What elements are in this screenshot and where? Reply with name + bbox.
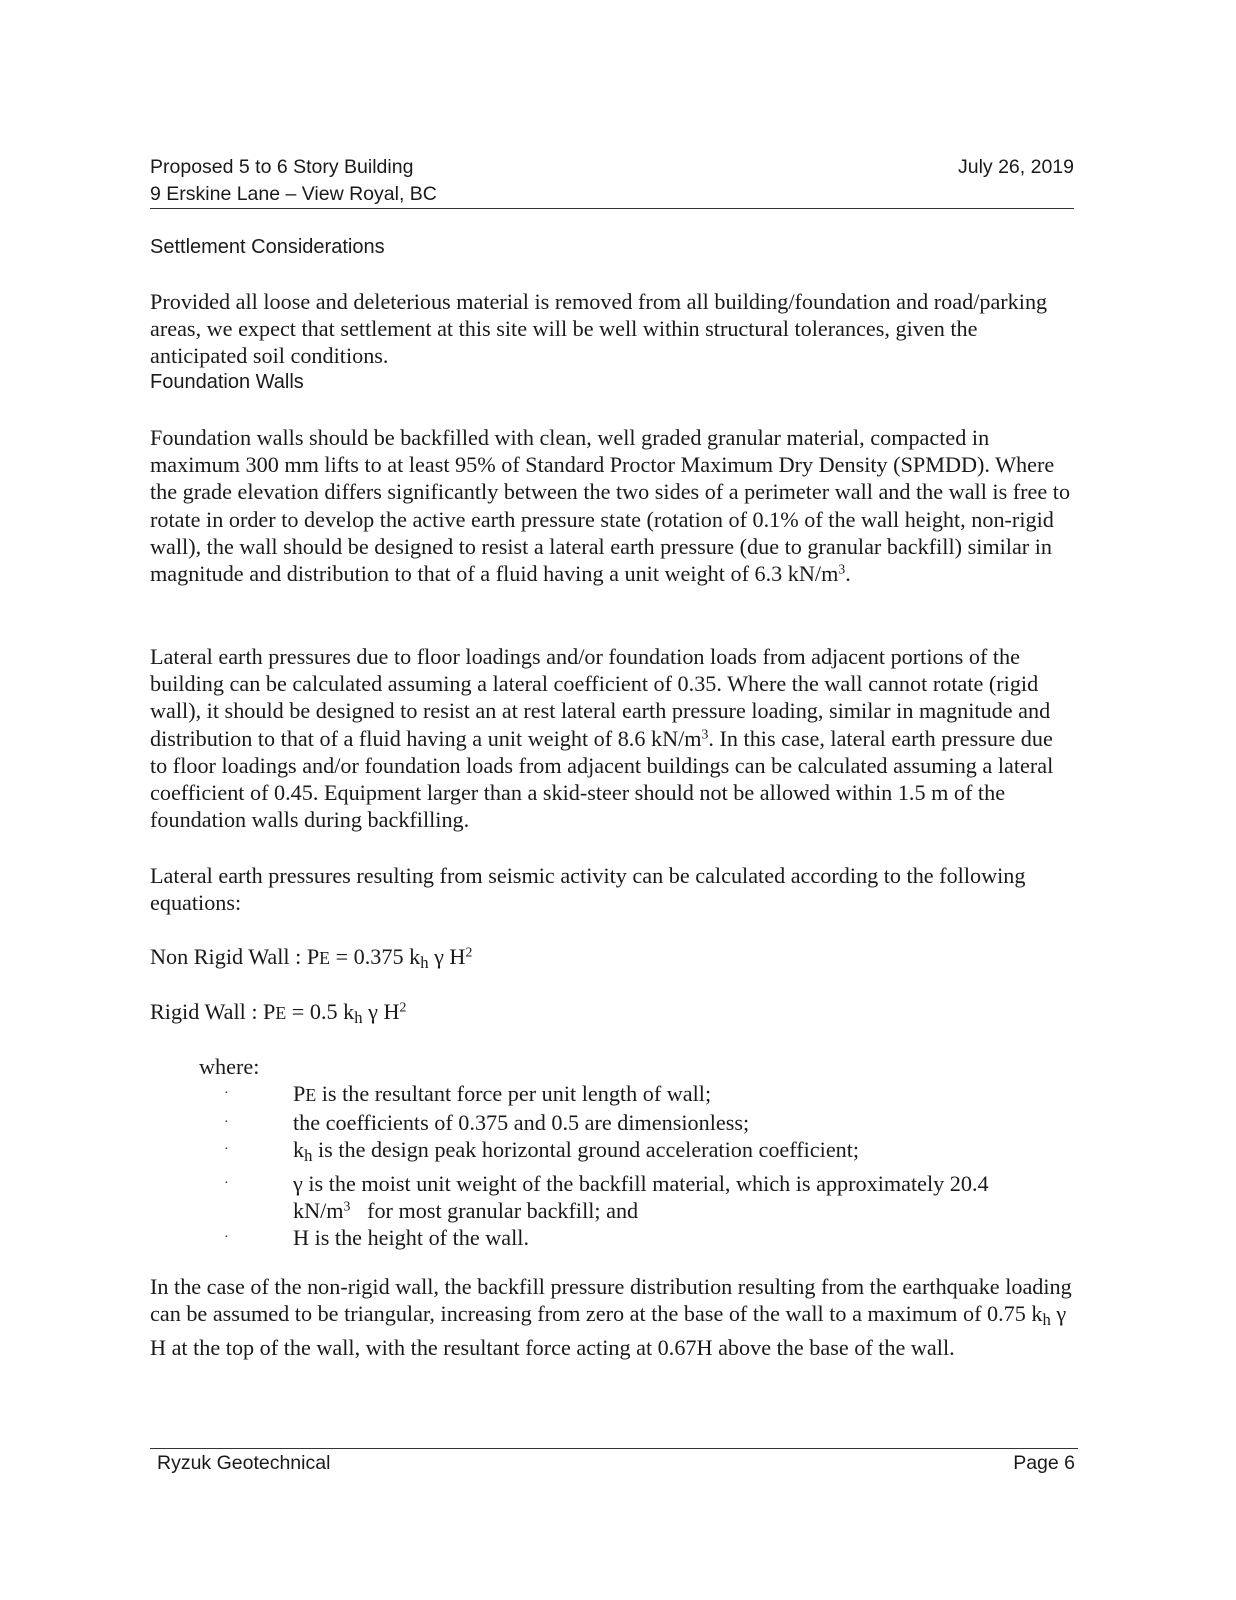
foundation-walls-paragraph-3: Lateral earth pressures resulting from seismic activity can be calculated according to the following equations: [150, 863, 1026, 916]
bullet-icon: · [224, 1230, 229, 1246]
footer-divider [150, 1448, 1078, 1449]
bullet-icon: · [224, 1115, 229, 1131]
bullet-icon: · [224, 1142, 229, 1158]
project-address: 9 Erskine Lane – View Royal, BC [150, 183, 437, 205]
project-title: Proposed 5 to 6 Story Building [150, 156, 414, 178]
list-item: · the coefficients of 0.375 and 0.5 are dimensionless; [224, 1110, 750, 1136]
company-name: Ryzuk Geotechnical [157, 1452, 331, 1474]
settlement-paragraph: Provided all loose and deleterious material is removed from all building/foundation and road/parking areas, we expect that settlement at this site will be well within structural tolerances, given the anticipated soil conditions. [150, 289, 1048, 369]
list-item: · $k_h$ is the design peak horizontal ground acceleration coefficient; [224, 1137, 860, 1166]
report-date: July 26, 2019 [957, 156, 1074, 178]
list-item: · PE is the resultant force per unit length of wall; [224, 1081, 712, 1106]
page-number: Page 6 [1013, 1452, 1075, 1474]
equation-non-rigid-wall: Non Rigid Wall : PE = 0.375 $k_h$ γ $H^2$ [150, 944, 473, 973]
variable-definitions-list [150, 1080, 1074, 1251]
foundation-walls-paragraph-1: Foundation walls should be backfilled with clean, well graded granular material, compacted in maximum 300 mm lifts to at least 95% of Standard Proctor Maximum Dry Density (SPMDD). Where the grade elevation differs significantly between the two sides of a perimeter wall and the wall is free to rotate in order to develop the active earth pressure state (rotation of 0.1% of the wall height, non-rigid wall), the wall should be designed to resist a lateral earth pressure (due to granular backfill) similar in magnitude and distribution to that of a fluid having a unit weight of 6.3 $kN/m^3$. [150, 425, 1071, 587]
list-item: · γ is the moist unit weight of the backfill material, which is approximately 20.4 $kN/m^3$ for most granular backfill; and [224, 1170, 989, 1223]
section-heading-settlement: Settlement Considerations [150, 236, 385, 258]
equation-rigid-wall: Rigid Wall : PE = 0.5 $k_h$ γ $H^2$ [150, 999, 407, 1028]
where-label: where: [199, 1054, 260, 1079]
list-item: · H is the height of the wall. [224, 1225, 530, 1251]
section-heading-foundation-walls: Foundation Walls [150, 371, 304, 393]
bullet-icon: · [224, 1086, 229, 1101]
bullet-icon: · [224, 1175, 229, 1191]
header-project-info [150, 154, 437, 208]
foundation-walls-paragraph-4: In the case of the non-rigid wall, the backfill pressure distribution resulting from the earthquake loading can be assumed to be triangular, increasing from zero at the base of the wall to a maximum of 0.75 $k_h$ γ H at the top of the wall, with the resultant force acting at 0.67H above the base of the wall. [150, 1274, 1072, 1360]
header-divider [150, 208, 1074, 209]
foundation-walls-paragraph-2: Lateral earth pressures due to floor loadings and/or foundation loads from adjacent portions of the building can be calculated assuming a lateral coefficient of 0.35. Where the wall cannot rotate (rigid wall), it should be designed to resist an at rest lateral earth pressure loading, similar in magnitude and distribution to that of a fluid having a unit weight of 8.6 $kN/m^3$. In this case, lateral earth pressure due to floor loadings and/or foundation loads from adjacent buildings can be calculated assuming a lateral coefficient of 0.45. Equipment larger than a skid-steer should not be allowed within 1.5 m of the foundation walls during backfilling. [150, 644, 1054, 833]
